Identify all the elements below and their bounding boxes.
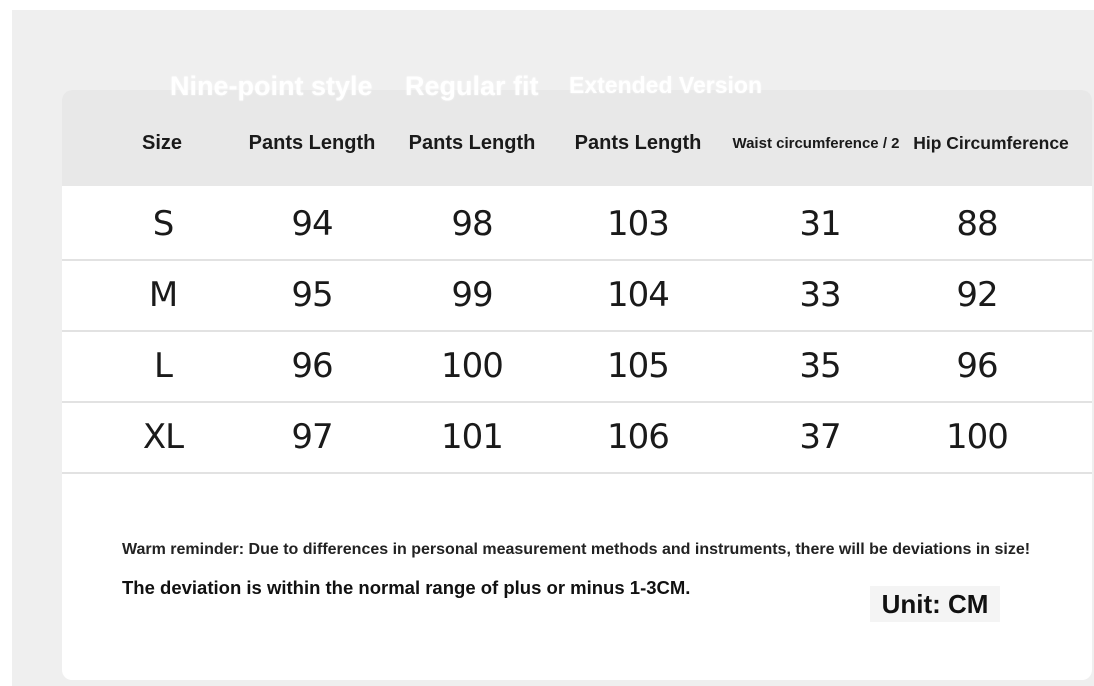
cell-size: M	[148, 274, 178, 315]
cell-value: 100	[946, 416, 1008, 457]
cell-size: XL	[142, 416, 184, 457]
cell-value: 88	[956, 203, 998, 244]
cell-value: 95	[291, 274, 333, 315]
style-labels	[0, 70, 1094, 106]
table-row	[62, 401, 1092, 474]
style-label-regular-fit: Regular fit	[405, 71, 539, 101]
deviation-note: The deviation is within the normal range of plus or minus 1-3CM.	[122, 577, 691, 598]
unit-label: Unit: CM	[870, 586, 1000, 622]
cell-size: L	[154, 345, 172, 386]
cell-value: 96	[956, 345, 998, 386]
header-hip: Hip Circumference	[913, 132, 1069, 153]
table-row	[62, 188, 1092, 261]
cell-value: 96	[291, 345, 333, 386]
cell-value: 105	[607, 345, 669, 386]
cell-value: 103	[607, 203, 669, 244]
cell-value: 97	[291, 416, 333, 457]
cell-value: 92	[956, 274, 998, 315]
cell-value: 94	[291, 203, 333, 244]
cell-size: S	[152, 203, 174, 244]
header-pants-length-extended: Pants Length	[574, 131, 702, 154]
header-pants-length-regular: Pants Length	[408, 131, 536, 154]
cell-value: 99	[451, 274, 493, 315]
cell-value: 104	[607, 274, 669, 315]
table-row	[62, 330, 1092, 403]
style-label-nine-point: Nine-point style	[170, 71, 373, 101]
cell-value: 100	[441, 345, 503, 386]
header-waist: Waist circumference / 2	[732, 134, 900, 152]
cell-value: 106	[607, 416, 669, 457]
cell-value: 31	[799, 203, 841, 244]
table-row	[62, 259, 1092, 332]
cell-value: 101	[441, 416, 503, 457]
header-pants-length-nine-point: Pants Length	[248, 131, 376, 154]
header-size: Size	[141, 131, 183, 154]
cell-value: 33	[799, 274, 841, 315]
warm-reminder-text: Warm reminder: Due to differences in personal measurement methods and instruments, there will be deviations in size!	[122, 541, 1031, 558]
cell-value: 37	[799, 416, 841, 457]
cell-value: 35	[799, 345, 841, 386]
cell-value: 98	[451, 203, 493, 244]
style-label-extended: Extended Version	[569, 72, 763, 98]
